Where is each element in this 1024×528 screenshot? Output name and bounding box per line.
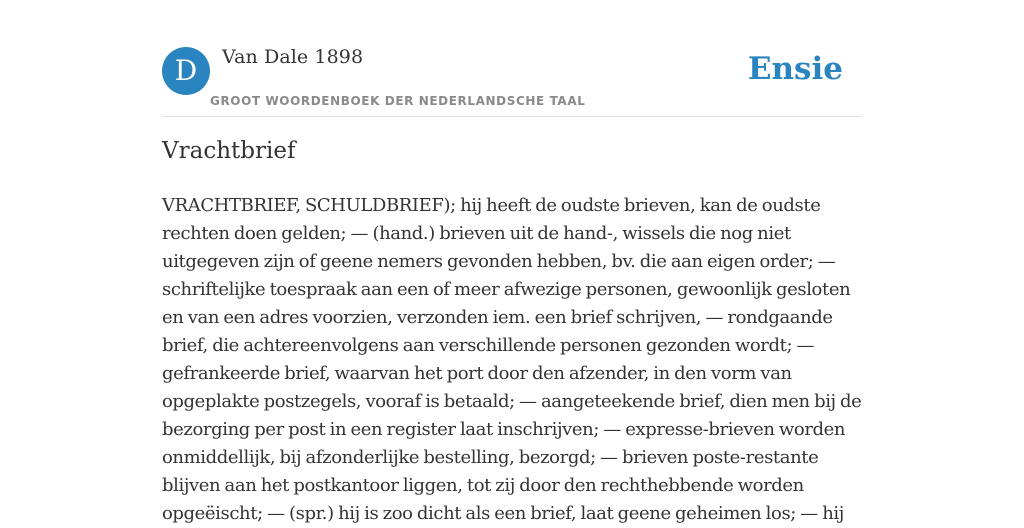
dictionary-subtitle: GROOT WOORDENBOEK DER NEDERLANDSCHE TAAL [210,94,586,108]
dictionary-logo[interactable]: D [162,47,210,95]
entry-title: Vrachtbrief [162,138,296,164]
header [162,44,862,117]
brand-logo[interactable]: Ensie [747,51,843,87]
entry-body: VRACHTBRIEF, SCHULDBRIEF); hij heeft de oudste brieven, kan de oudste rechten doen gelden; — (hand.) brieven uit de hand-, wissels die nog niet uitgegeven zijn of geene nemers gevonden hebben, bv. die aan eigen order; — schriftelijke toespraak aan een of meer afwezige personen, gewoonlijk gesloten en van een adres voorzien, verzonden iem. een brief schrijven, — rondgaande brief, die achtereenvolgens aan verschillende personen gezonden wordt; — gefrankeerde brief, waarvan het port door den afzender, in den vorm van opgeplakte postzegels, vooraf is betaald; — aangeteekende brief, dien men bij de bezorging per post in een register laat inschrijven; — expresse-brieven worden onmiddellijk, bij afzonderlijke bestelling, bezorgd; — brieven poste-restante blijven aan het postkantoor liggen, tot zij door den rechthebbende worden opgeëischt; — (spr.) hij is zoo dicht als een brief, laat geene geheimen los; — hij [162,195,862,524]
dictionary-title[interactable]: Van Dale 1898 [222,46,364,68]
